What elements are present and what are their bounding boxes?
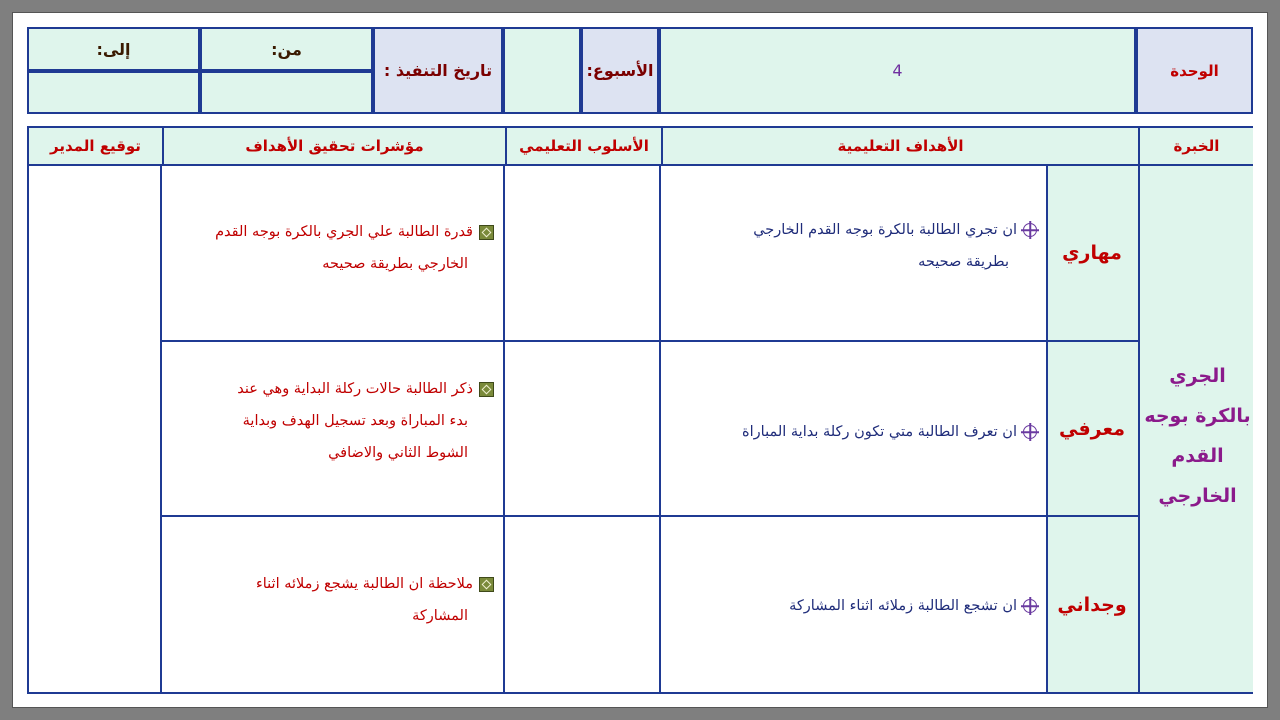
crosshair-bullet-icon	[1023, 223, 1037, 237]
objective-affective: ان تشجع الطالبة زملائه اثناء المشاركة	[657, 590, 1037, 622]
square-bullet-icon	[479, 577, 494, 592]
unit-value-cell	[659, 27, 1136, 114]
method-cell-cognitive[interactable]	[505, 342, 659, 515]
exec-date-label-cell	[373, 27, 503, 114]
exec-date-label: تاريخ التنفيذ :	[383, 61, 493, 80]
week-label: الأسبوع:	[586, 61, 654, 80]
square-bullet-icon	[479, 225, 494, 240]
domain-label-cognitive: معرفي	[1059, 417, 1125, 440]
domain-label-affective: وجداني	[1057, 593, 1127, 616]
to-value-cell[interactable]	[27, 71, 200, 114]
indicator-cognitive: ذكر الطالبة حالات ركلة البداية وهي عند بدء المباراة وبعد تسجيل الهدف وبداية الشوط الثاني والاضافي	[174, 373, 494, 469]
to-label-cell	[27, 27, 200, 71]
objective-cognitive: ان تعرف الطالبة متي تكون ركلة بداية المباراة	[657, 416, 1037, 448]
week-label-cell	[581, 27, 659, 114]
unit-label: الوحدة	[1170, 61, 1219, 80]
col-header-signature: توقيع المدير	[29, 128, 162, 166]
header-table	[27, 27, 1253, 114]
col-header-objectives: الأهداف التعليمية	[661, 128, 1138, 166]
indicator-affective: ملاحظة ان الطالبة يشجع زملائه اثناء المشاركة	[174, 568, 494, 632]
unit-value: 4	[892, 61, 903, 80]
square-bullet-icon	[479, 382, 494, 397]
col-header-method: الأسلوب التعليمي	[505, 128, 661, 166]
main-table	[27, 126, 1253, 694]
col-header-indicators: مؤشرات تحقيق الأهداف	[162, 128, 505, 166]
experience-cell	[1138, 166, 1253, 692]
from-label: من:	[271, 39, 302, 59]
method-cell-affective[interactable]	[505, 517, 659, 692]
week-value-cell	[503, 27, 581, 114]
from-label-cell	[200, 27, 373, 71]
objective-skill: ان تجري الطالبة بالكرة بوجه القدم الخارجي بطريقة صحيحه	[657, 214, 1037, 278]
crosshair-bullet-icon	[1023, 425, 1037, 439]
experience-title: الجري بالكرة بوجه القدم الخارجي	[1144, 365, 1251, 507]
from-value-cell[interactable]	[200, 71, 373, 114]
indicator-skill: قدرة الطالبة علي الجري بالكرة بوجه القدم الخارجي بطريقة صحيحه	[174, 216, 494, 280]
method-cell-skill[interactable]	[505, 166, 659, 340]
domain-label-skill: مهاري	[1062, 242, 1122, 264]
unit-label-cell	[1136, 27, 1253, 114]
signature-cell[interactable]	[29, 166, 160, 692]
to-label: إلى:	[96, 39, 131, 59]
crosshair-bullet-icon	[1023, 599, 1037, 613]
col-header-experience: الخبرة	[1138, 128, 1253, 166]
